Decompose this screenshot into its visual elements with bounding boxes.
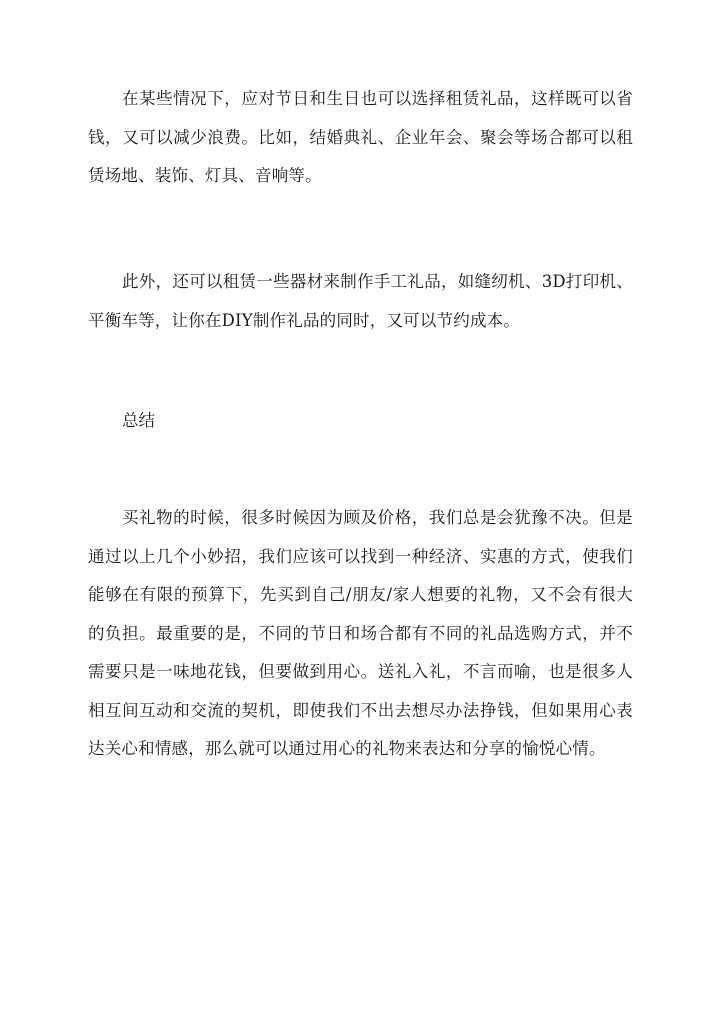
paragraph-rental-equipment: 此外，还可以租赁一些器材来制作手工礼品，如缝纫机、3D打印机、平衡车等，让你在DIY制作礼品的同时，又可以节约成本。 (88, 272, 633, 330)
paragraph-summary: 买礼物的时候，很多时候因为顾及价格，我们总是会犹豫不决。但是通过以上几个小妙招，我们应该可以找到一种经济、实惠的方式，使我们能够在有限的预算下，先买到自己/朋友/家人想要的礼物，又不会有很大的负担。最重要的是，不同的节日和场合都有不同的礼品选购方式，并不需要只是一味地花钱，但要做到用心。送礼入礼，不言而喻，也是很多人相互间互动和交流的契机，即使我们不出去想尽办法挣钱，但如果用心表达关心和情感，那么就可以通过用心的礼物来表达和分享的愉悦心情。 (88, 508, 633, 758)
section-heading-summary: 总结 (122, 411, 155, 430)
paragraph-rental-gifts: 在某些情况下，应对节日和生日也可以选择租赁礼品，这样既可以省钱，又可以减少浪费。比如，结婚典礼、企业年会、聚会等场合都可以租赁场地、装饰、灯具、音响等。 (88, 89, 633, 185)
